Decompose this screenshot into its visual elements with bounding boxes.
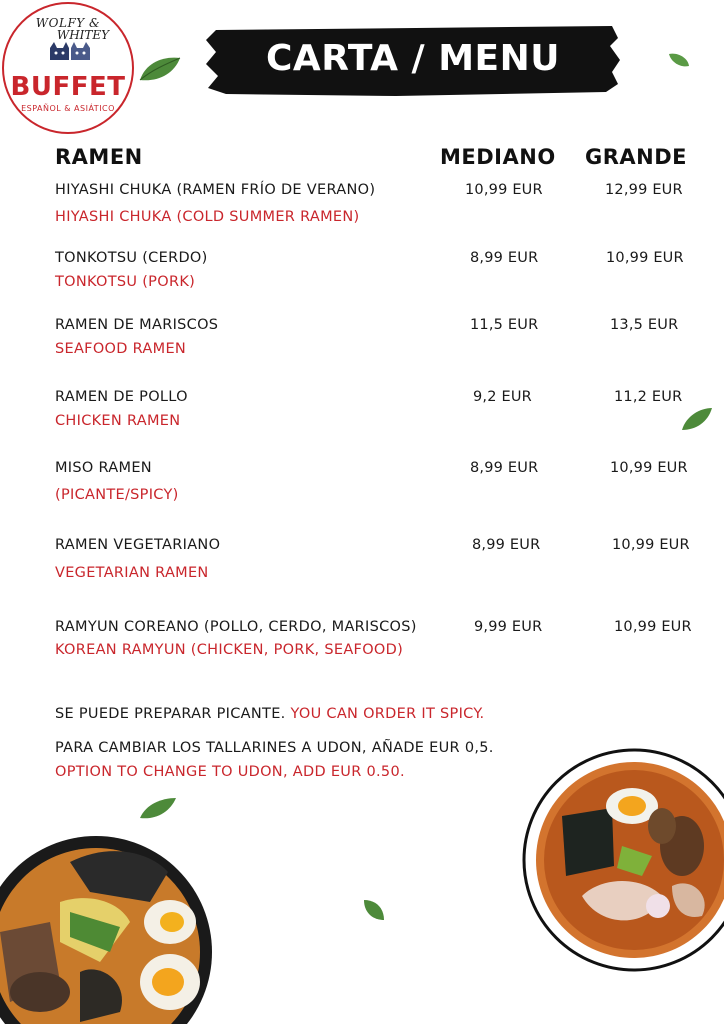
- spicy-note-en: YOU CAN ORDER IT SPICY.: [290, 706, 485, 722]
- leaf-icon: [138, 56, 182, 82]
- price-large: 10,99 EUR: [612, 537, 690, 553]
- price-medium: 8,99 EUR: [472, 537, 541, 553]
- logo-brand: BUFFET: [10, 72, 126, 102]
- item-name-es: RAMEN VEGETARIANO: [55, 537, 221, 553]
- logo-subtitle: ESPAÑOL & ASIÁTICO: [21, 104, 115, 113]
- udon-note-es: PARA CAMBIAR LOS TALLARINES A UDON, AÑADE EUR 0,5.: [55, 740, 494, 756]
- leaf-icon: [680, 406, 714, 432]
- item-name-es: HIYASHI CHUKA (RAMEN FRÍO DE VERANO): [55, 182, 376, 198]
- spicy-note: [55, 706, 484, 722]
- leaf-icon: [668, 52, 690, 68]
- leaf-icon: [138, 796, 178, 820]
- price-large: 10,99 EUR: [610, 460, 688, 476]
- item-name-en: TONKOTSU (PORK): [55, 274, 196, 290]
- price-medium: 10,99 EUR: [465, 182, 543, 198]
- section-heading: RAMEN: [55, 145, 143, 169]
- price-large: 10,99 EUR: [606, 250, 684, 266]
- logo-line1: WOLFY &: [35, 16, 101, 30]
- item-name-es: RAMEN DE MARISCOS: [55, 317, 219, 333]
- column-large: GRANDE: [585, 145, 688, 169]
- item-name-es: RAMYUN COREANO (POLLO, CERDO, MARISCOS): [55, 619, 417, 635]
- ramen-bowl-image: [522, 746, 724, 976]
- price-medium: 11,5 EUR: [470, 317, 539, 333]
- logo-line2: WHITEY: [56, 28, 110, 42]
- page-title: CARTA / MENU: [266, 38, 560, 79]
- price-medium: 9,2 EUR: [473, 389, 532, 405]
- leaf-icon: [362, 898, 386, 922]
- spicy-note-es: SE PUEDE PREPARAR PICANTE.: [55, 706, 286, 722]
- ramen-bowl-image: [0, 832, 212, 1024]
- item-name-es: RAMEN DE POLLO: [55, 389, 188, 405]
- item-name-en: (PICANTE/SPICY): [55, 487, 179, 503]
- price-medium: 8,99 EUR: [470, 250, 539, 266]
- price-large: 10,99 EUR: [614, 619, 692, 635]
- price-medium: 8,99 EUR: [470, 460, 539, 476]
- item-name-en: KOREAN RAMYUN (CHICKEN, PORK, SEAFOOD): [55, 642, 404, 658]
- price-medium: 9,99 EUR: [474, 619, 543, 635]
- item-name-en: SEAFOOD RAMEN: [55, 341, 187, 357]
- price-large: 13,5 EUR: [610, 317, 679, 333]
- item-name-en: VEGETARIAN RAMEN: [55, 565, 209, 581]
- price-large: 11,2 EUR: [614, 389, 683, 405]
- udon-note-en: OPTION TO CHANGE TO UDON, ADD EUR 0.50.: [55, 764, 405, 780]
- restaurant-logo: [2, 2, 134, 134]
- item-name-en: HIYASHI CHUKA (COLD SUMMER RAMEN): [55, 209, 360, 225]
- column-medium: MEDIANO: [440, 145, 556, 169]
- item-name-es: TONKOTSU (CERDO): [55, 250, 208, 266]
- price-large: 12,99 EUR: [605, 182, 683, 198]
- item-name-en: CHICKEN RAMEN: [55, 413, 181, 429]
- item-name-es: MISO RAMEN: [55, 460, 152, 476]
- dogs-icon: [46, 40, 94, 62]
